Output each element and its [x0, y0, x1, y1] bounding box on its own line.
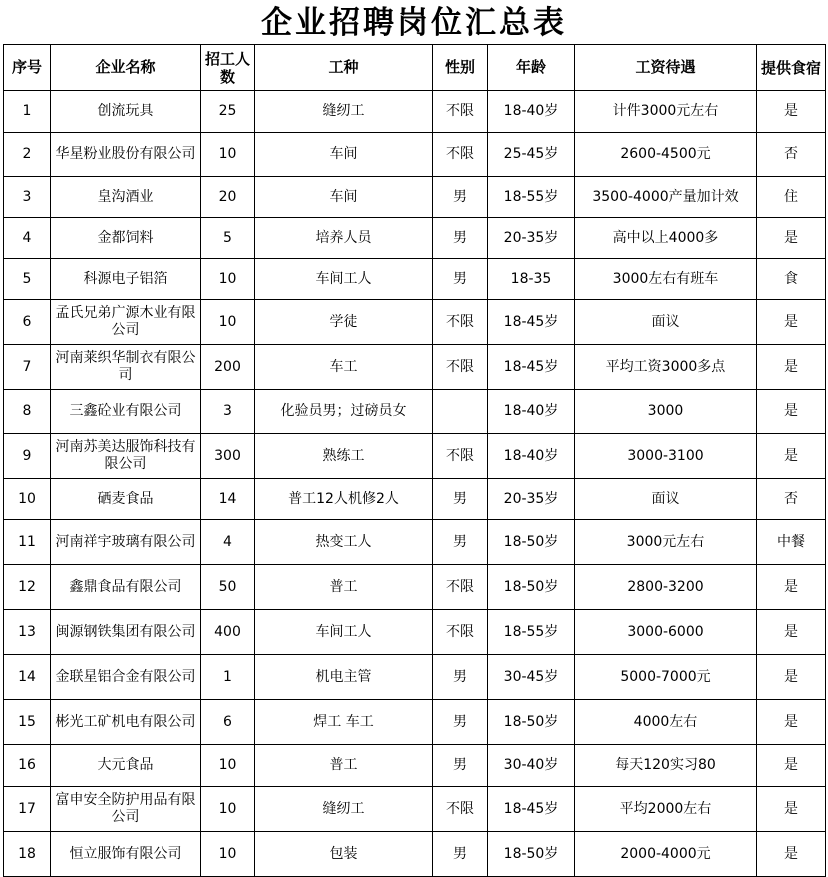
cell-no: 7 — [4, 345, 51, 390]
cell-salary: 2600-4500元 — [575, 133, 757, 177]
cell-count: 10 — [201, 133, 255, 177]
cell-salary: 平均工资3000多点 — [575, 345, 757, 390]
cell-count: 5 — [201, 218, 255, 259]
cell-board: 中餐 — [757, 520, 826, 565]
table-row — [4, 745, 826, 787]
table-row — [4, 610, 826, 655]
cell-job: 车间 — [255, 177, 433, 218]
cell-count: 25 — [201, 91, 255, 133]
cell-gender: 不限 — [433, 345, 488, 390]
cell-job: 普工 — [255, 565, 433, 610]
cell-no: 18 — [4, 832, 51, 877]
table-row — [4, 259, 826, 300]
cell-age: 18-40岁 — [488, 91, 575, 133]
table-body — [4, 91, 826, 877]
cell-age: 25-45岁 — [488, 133, 575, 177]
cell-gender: 男 — [433, 700, 488, 745]
cell-board: 是 — [757, 434, 826, 479]
cell-company: 富申安全防护用品有限公司 — [51, 787, 201, 832]
cell-board: 食 — [757, 259, 826, 300]
cell-count: 10 — [201, 300, 255, 345]
cell-board: 否 — [757, 133, 826, 177]
cell-no: 16 — [4, 745, 51, 787]
cell-salary: 面议 — [575, 479, 757, 520]
cell-count: 10 — [201, 259, 255, 300]
table-row — [4, 832, 826, 877]
header-gender: 性别 — [433, 45, 488, 91]
table-row — [4, 520, 826, 565]
header-job: 工种 — [255, 45, 433, 91]
page-title: 企业招聘岗位汇总表 — [261, 5, 567, 41]
cell-job: 焊工 车工 — [255, 700, 433, 745]
cell-job: 车间工人 — [255, 610, 433, 655]
cell-gender: 不限 — [433, 91, 488, 133]
cell-board: 是 — [757, 787, 826, 832]
cell-no: 5 — [4, 259, 51, 300]
cell-salary: 平均2000左右 — [575, 787, 757, 832]
cell-count: 20 — [201, 177, 255, 218]
cell-age: 18-35 — [488, 259, 575, 300]
cell-gender: 不限 — [433, 610, 488, 655]
cell-count: 50 — [201, 565, 255, 610]
table-row — [4, 565, 826, 610]
cell-job: 车工 — [255, 345, 433, 390]
cell-gender: 男 — [433, 655, 488, 700]
table-row — [4, 300, 826, 345]
cell-count: 10 — [201, 745, 255, 787]
cell-no: 11 — [4, 520, 51, 565]
cell-count: 200 — [201, 345, 255, 390]
table-row — [4, 177, 826, 218]
cell-job: 缝纫工 — [255, 91, 433, 133]
cell-job: 车间 — [255, 133, 433, 177]
cell-count: 1 — [201, 655, 255, 700]
cell-company: 创流玩具 — [51, 91, 201, 133]
cell-job: 普工12人机修2人 — [255, 479, 433, 520]
cell-age: 18-55岁 — [488, 610, 575, 655]
cell-board: 是 — [757, 218, 826, 259]
cell-count: 10 — [201, 832, 255, 877]
cell-job: 缝纫工 — [255, 787, 433, 832]
cell-salary: 2000-4000元 — [575, 832, 757, 877]
table-row — [4, 91, 826, 133]
table-row — [4, 787, 826, 832]
header-salary: 工资待遇 — [575, 45, 757, 91]
cell-company: 孟氏兄弟广源木业有限公司 — [51, 300, 201, 345]
cell-board: 是 — [757, 700, 826, 745]
cell-job: 机电主管 — [255, 655, 433, 700]
cell-salary: 3000-6000 — [575, 610, 757, 655]
cell-no: 17 — [4, 787, 51, 832]
cell-age: 18-50岁 — [488, 520, 575, 565]
cell-age: 20-35岁 — [488, 479, 575, 520]
header-row — [4, 45, 826, 91]
recruitment-table — [3, 44, 826, 877]
cell-salary: 3000元左右 — [575, 520, 757, 565]
cell-gender: 男 — [433, 259, 488, 300]
table-row — [4, 345, 826, 390]
cell-job: 普工 — [255, 745, 433, 787]
cell-gender: 不限 — [433, 434, 488, 479]
cell-company: 恒立服饰有限公司 — [51, 832, 201, 877]
cell-job: 包装 — [255, 832, 433, 877]
cell-no: 9 — [4, 434, 51, 479]
cell-job: 熟练工 — [255, 434, 433, 479]
cell-age: 20-35岁 — [488, 218, 575, 259]
cell-gender: 男 — [433, 479, 488, 520]
cell-no: 15 — [4, 700, 51, 745]
cell-gender: 男 — [433, 832, 488, 877]
cell-company: 硒麦食品 — [51, 479, 201, 520]
cell-company: 河南苏美达服饰科技有限公司 — [51, 434, 201, 479]
cell-no: 12 — [4, 565, 51, 610]
cell-no: 13 — [4, 610, 51, 655]
cell-gender: 男 — [433, 218, 488, 259]
table-row — [4, 390, 826, 434]
cell-no: 1 — [4, 91, 51, 133]
cell-gender: 不限 — [433, 565, 488, 610]
cell-company: 河南祥宇玻璃有限公司 — [51, 520, 201, 565]
cell-company: 皇沟酒业 — [51, 177, 201, 218]
cell-salary: 3000左右有班车 — [575, 259, 757, 300]
cell-count: 3 — [201, 390, 255, 434]
cell-gender — [433, 390, 488, 434]
cell-company: 金联星铝合金有限公司 — [51, 655, 201, 700]
cell-age: 18-55岁 — [488, 177, 575, 218]
cell-age: 30-45岁 — [488, 655, 575, 700]
cell-board: 是 — [757, 745, 826, 787]
cell-no: 2 — [4, 133, 51, 177]
cell-age: 18-50岁 — [488, 565, 575, 610]
cell-board: 是 — [757, 565, 826, 610]
header-board: 提供食宿 — [757, 45, 826, 91]
cell-no: 8 — [4, 390, 51, 434]
cell-gender: 不限 — [433, 300, 488, 345]
cell-board: 是 — [757, 300, 826, 345]
cell-gender: 男 — [433, 745, 488, 787]
cell-board: 住 — [757, 177, 826, 218]
cell-salary: 3000 — [575, 390, 757, 434]
cell-salary: 3000-3100 — [575, 434, 757, 479]
cell-count: 14 — [201, 479, 255, 520]
cell-no: 4 — [4, 218, 51, 259]
cell-count: 10 — [201, 787, 255, 832]
table-row — [4, 655, 826, 700]
cell-company: 大元食品 — [51, 745, 201, 787]
cell-no: 14 — [4, 655, 51, 700]
cell-company: 河南莱织华制衣有限公司 — [51, 345, 201, 390]
cell-board: 是 — [757, 655, 826, 700]
cell-age: 18-45岁 — [488, 300, 575, 345]
cell-company: 三鑫砼业有限公司 — [51, 390, 201, 434]
cell-age: 18-50岁 — [488, 700, 575, 745]
table-row — [4, 700, 826, 745]
cell-count: 400 — [201, 610, 255, 655]
cell-job: 车间工人 — [255, 259, 433, 300]
cell-count: 4 — [201, 520, 255, 565]
cell-company: 彬光工矿机电有限公司 — [51, 700, 201, 745]
header-age: 年龄 — [488, 45, 575, 91]
cell-job: 化验员男；过磅员女 — [255, 390, 433, 434]
cell-salary: 计件3000元左右 — [575, 91, 757, 133]
cell-salary: 每天120实习80 — [575, 745, 757, 787]
cell-job: 热变工人 — [255, 520, 433, 565]
table-row — [4, 133, 826, 177]
header-company: 企业名称 — [51, 45, 201, 91]
cell-count: 300 — [201, 434, 255, 479]
cell-salary: 3500-4000产量加计效 — [575, 177, 757, 218]
cell-no: 10 — [4, 479, 51, 520]
cell-no: 3 — [4, 177, 51, 218]
cell-count: 6 — [201, 700, 255, 745]
cell-job: 学徒 — [255, 300, 433, 345]
cell-age: 18-45岁 — [488, 787, 575, 832]
header-count: 招工人数 — [201, 45, 255, 91]
table-row — [4, 479, 826, 520]
table-row — [4, 218, 826, 259]
cell-gender: 不限 — [433, 133, 488, 177]
cell-board: 是 — [757, 390, 826, 434]
cell-age: 18-45岁 — [488, 345, 575, 390]
cell-board: 是 — [757, 91, 826, 133]
cell-company: 华星粉业股份有限公司 — [51, 133, 201, 177]
header-no: 序号 — [4, 45, 51, 91]
cell-age: 18-40岁 — [488, 390, 575, 434]
cell-age: 18-50岁 — [488, 832, 575, 877]
cell-company: 金都饲料 — [51, 218, 201, 259]
cell-company: 科源电子铝箔 — [51, 259, 201, 300]
cell-board: 是 — [757, 345, 826, 390]
cell-no: 6 — [4, 300, 51, 345]
cell-gender: 男 — [433, 520, 488, 565]
cell-company: 闽源钢铁集团有限公司 — [51, 610, 201, 655]
cell-gender: 不限 — [433, 787, 488, 832]
cell-board: 是 — [757, 610, 826, 655]
cell-age: 18-40岁 — [488, 434, 575, 479]
cell-salary: 5000-7000元 — [575, 655, 757, 700]
cell-job: 培养人员 — [255, 218, 433, 259]
cell-age: 30-40岁 — [488, 745, 575, 787]
cell-board: 是 — [757, 832, 826, 877]
cell-gender: 男 — [433, 177, 488, 218]
cell-salary: 高中以上4000多 — [575, 218, 757, 259]
table-row — [4, 434, 826, 479]
cell-company: 鑫鼎食品有限公司 — [51, 565, 201, 610]
cell-salary: 面议 — [575, 300, 757, 345]
cell-salary: 4000左右 — [575, 700, 757, 745]
cell-board: 否 — [757, 479, 826, 520]
cell-salary: 2800-3200 — [575, 565, 757, 610]
